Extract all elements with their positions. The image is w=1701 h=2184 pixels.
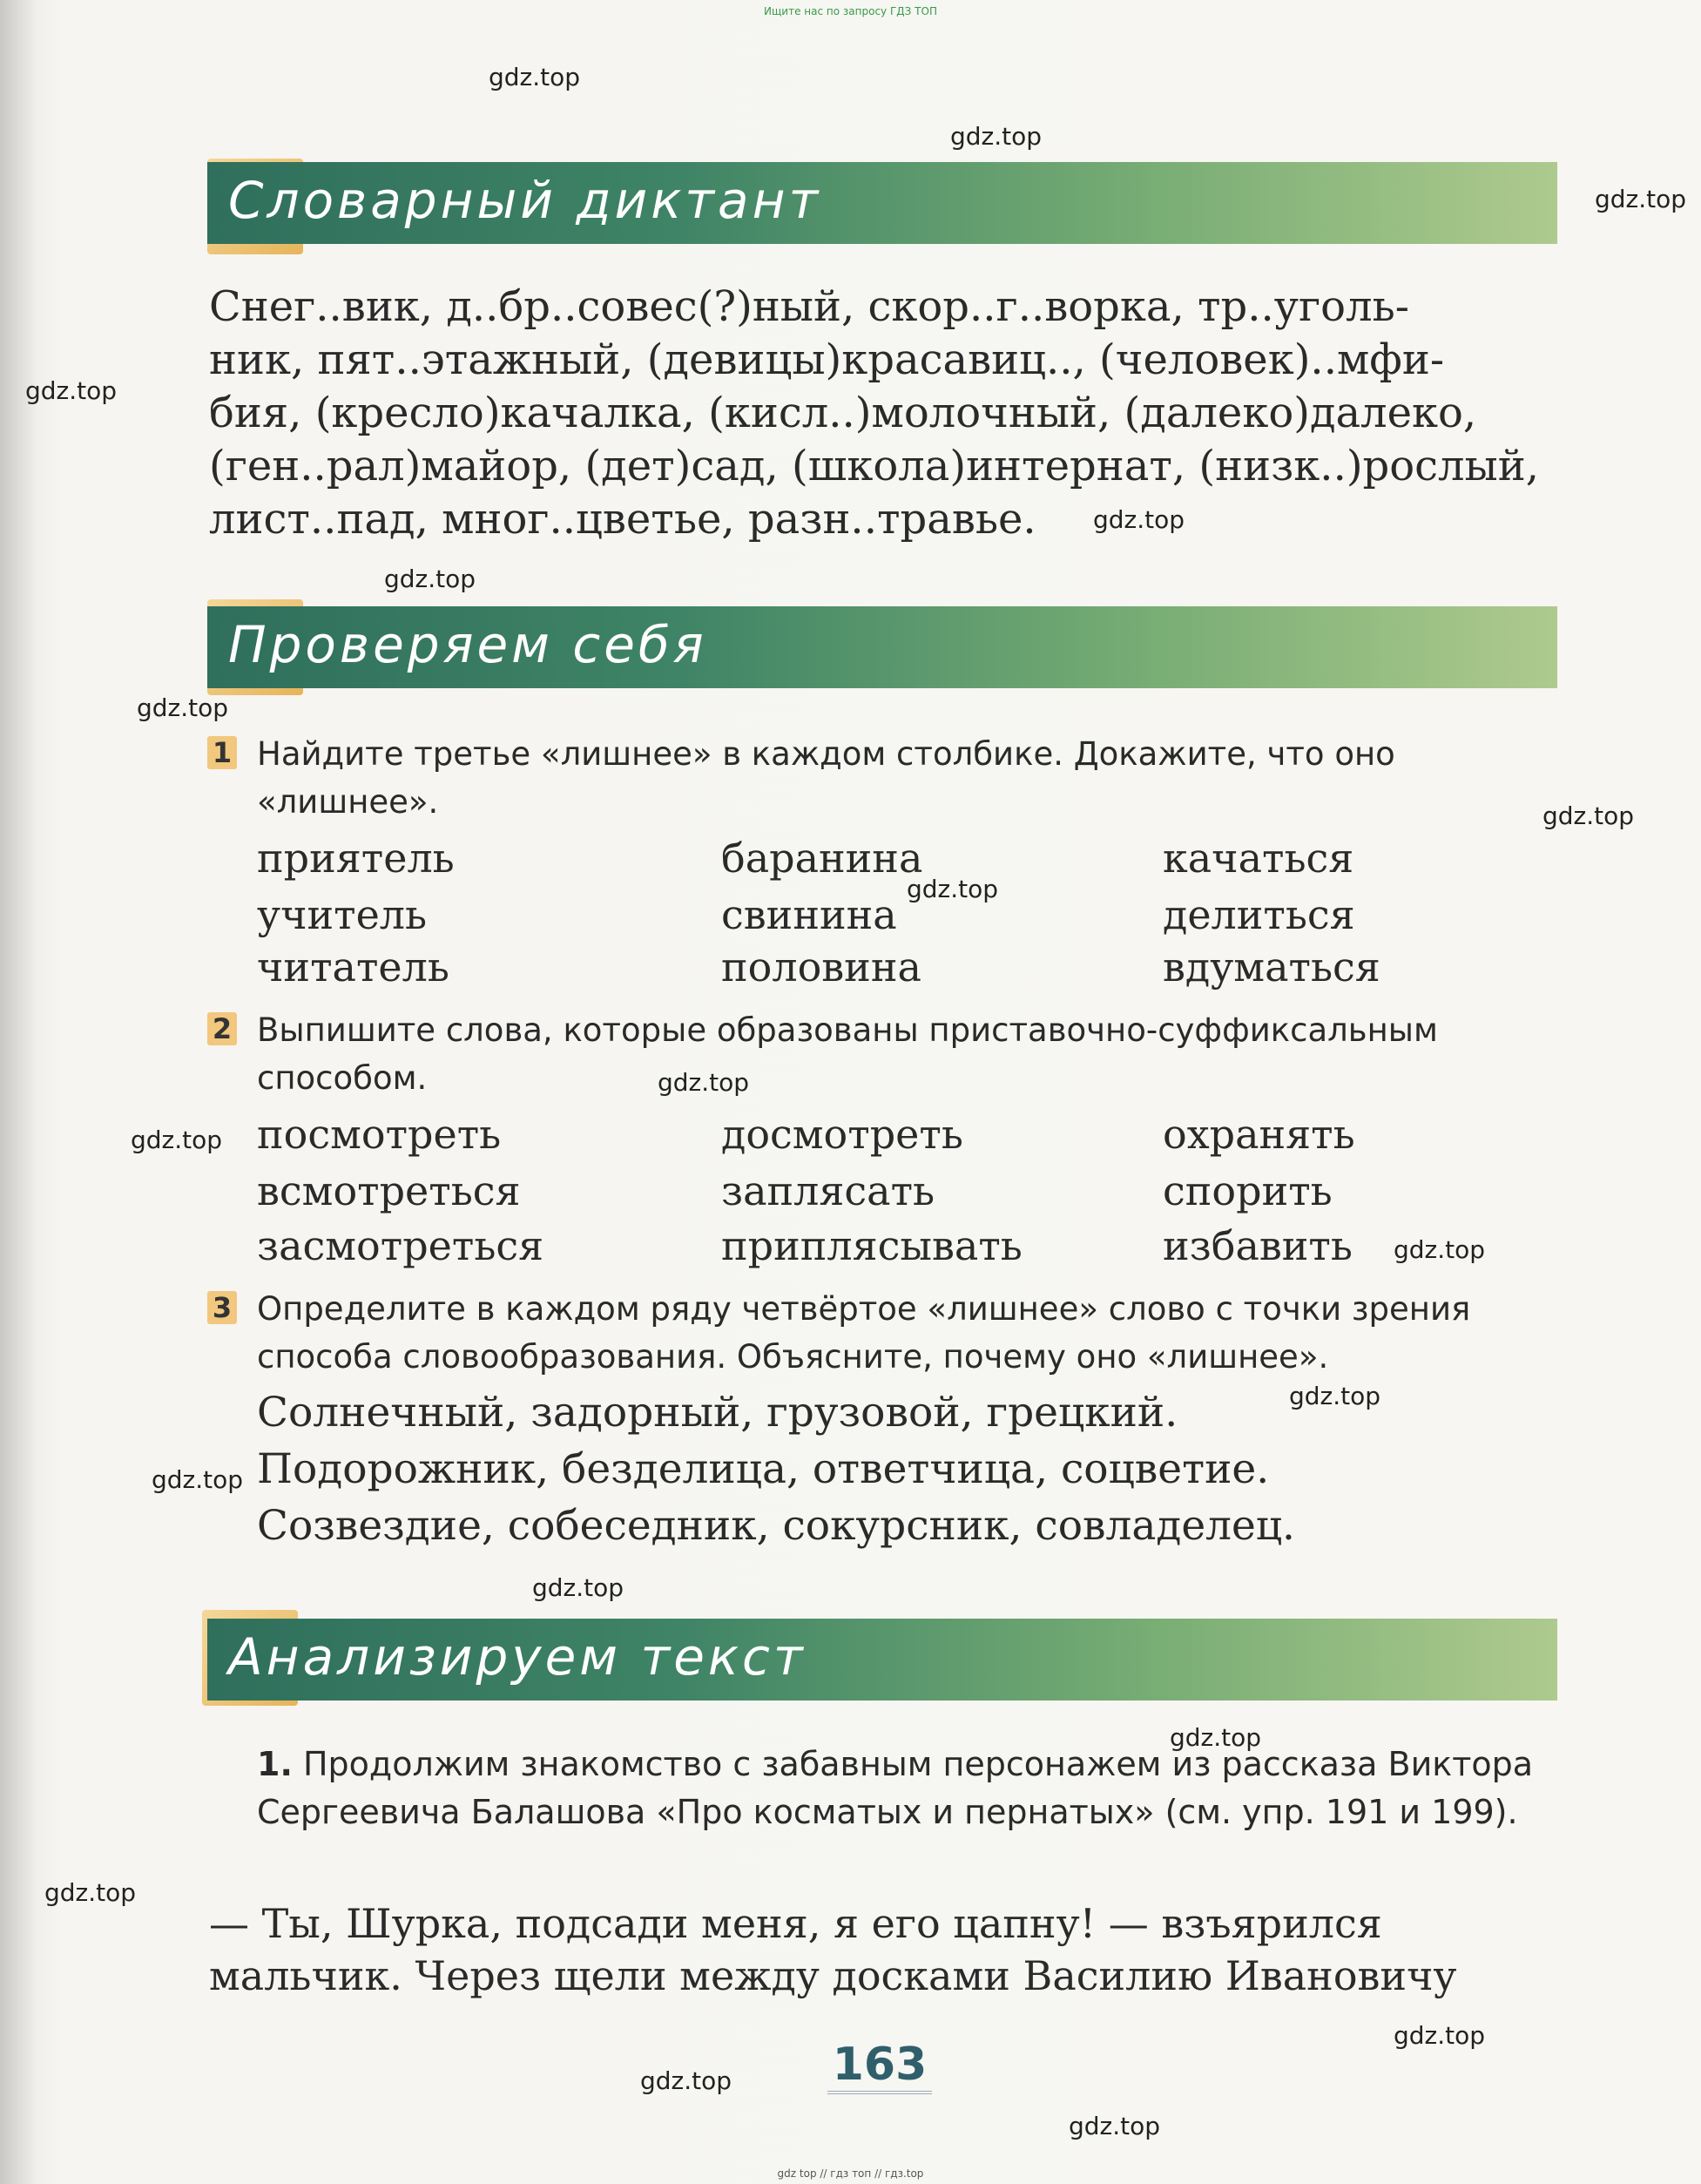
word: приплясывать [721, 1222, 1023, 1269]
task-number-badge: 3 [207, 1291, 237, 1324]
watermark: gdz.top [1093, 505, 1185, 534]
task2-text: Выпишите слова, которые образованы приставочно-суффиксальным способом. [257, 1011, 1438, 1097]
quote-line: мальчик. Через щели между досками Василию Ивановичу [209, 1952, 1457, 1999]
watermark: gdz.top [25, 376, 118, 405]
word-row: Солнечный, задорный, грузовой, грецкий. [257, 1389, 1178, 1437]
dictation-text [209, 281, 1555, 546]
watermark: gdz.top [950, 122, 1043, 151]
watermark: gdz.top [1170, 1723, 1262, 1752]
watermark: gdz.top [532, 1573, 624, 1602]
word: досмотреть [721, 1111, 963, 1158]
word: баранина [721, 835, 923, 882]
dictation-line: ник, пят..этажный, (девицы)красавиц.., (человек)..мфи- [209, 335, 1445, 384]
watermark: gdz.top [1595, 185, 1687, 213]
watermark: gdz.top [44, 1878, 137, 1907]
top-note: Ищите нас по запросу ГДЗ ТОП [764, 5, 937, 17]
page-number: 163 [827, 2039, 932, 2094]
watermark: gdz.top [1394, 2021, 1486, 2050]
watermark: gdz.top [489, 63, 581, 91]
book-spine-shadow [0, 0, 35, 2184]
word: заплясать [721, 1167, 935, 1214]
word: вдуматься [1163, 943, 1380, 991]
task-number-badge: 2 [207, 1012, 237, 1045]
task-number-badge: 1 [207, 736, 237, 769]
quote-line: — Ты, Шурка, подсади меня, я его цапну! — взъярился [209, 1900, 1382, 1947]
analysis-task [257, 1741, 1555, 1836]
watermark: gdz.top [152, 1465, 244, 1494]
watermark: gdz.top [658, 1068, 750, 1097]
word: избавить [1163, 1222, 1353, 1269]
word: половина [721, 943, 921, 991]
section-title: Словарный диктант [228, 171, 822, 230]
word: свинина [721, 891, 897, 938]
dictation-line: лист..пад, мног..цветье, разн..травье. [209, 495, 1036, 544]
word: читатель [257, 943, 449, 991]
watermark: gdz.top [384, 565, 476, 593]
word-row: Подорожник, безделица, ответчица, соцветие. [257, 1445, 1270, 1493]
dictation-line: (ген..рал)майор, (дет)сад, (школа)интернат, (низк..)рослый, [209, 442, 1539, 490]
section-banner-analysis [207, 1619, 1557, 1701]
watermark: gdz.top [1069, 2112, 1161, 2140]
word-row: Созвездие, собеседник, сокурсник, совладелец. [257, 1502, 1295, 1550]
bottom-note: gdz top // гдз топ // гдз.top [777, 2167, 924, 2180]
word: учитель [257, 891, 428, 938]
task1-text: Найдите третье «лишнее» в каждом столбике. Докажите, что оно «лишнее». [257, 735, 1395, 821]
section-banner-check [207, 606, 1557, 688]
watermark: gdz.top [1542, 801, 1635, 830]
watermark: gdz.top [1394, 1235, 1486, 1264]
watermark: gdz.top [131, 1126, 223, 1154]
section-banner-dictation [207, 162, 1557, 244]
analysis-task-text: Продолжим знакомство с забавным персонажем из рассказа Виктора Сергеевича Балашова «Про косматых и пернатых» (см. упр. 191 и 199). [257, 1745, 1534, 1831]
task-number: 1. [257, 1745, 293, 1783]
section-title: Проверяем себя [228, 615, 707, 674]
word: приятель [257, 835, 455, 882]
watermark: gdz.top [137, 693, 229, 722]
dictation-line: Снег..вик, д..бр..совес(?)ный, скор..г..ворка, тр..уголь- [209, 282, 1409, 331]
dictation-line: бия, (кресло)качалка, (кисл..)молочный, (далеко)далеко, [209, 389, 1477, 437]
word: качаться [1163, 835, 1354, 882]
word: засмотреться [257, 1222, 544, 1269]
watermark: gdz.top [1289, 1382, 1381, 1410]
section-title: Анализируем текст [228, 1627, 807, 1687]
word: охранять [1163, 1111, 1355, 1158]
watermark: gdz.top [907, 875, 999, 903]
word: делиться [1163, 891, 1355, 938]
word: посмотреть [257, 1111, 502, 1158]
word: всмотреться [257, 1167, 521, 1214]
quote-text [209, 1897, 1555, 2002]
watermark: gdz.top [640, 2066, 732, 2095]
word: спорить [1163, 1167, 1333, 1214]
task3-text: Определите в каждом ряду четвёртое «лишнее» слово с точки зрения способа словообразования. Объясните, почему оно «лишнее». [257, 1290, 1471, 1376]
